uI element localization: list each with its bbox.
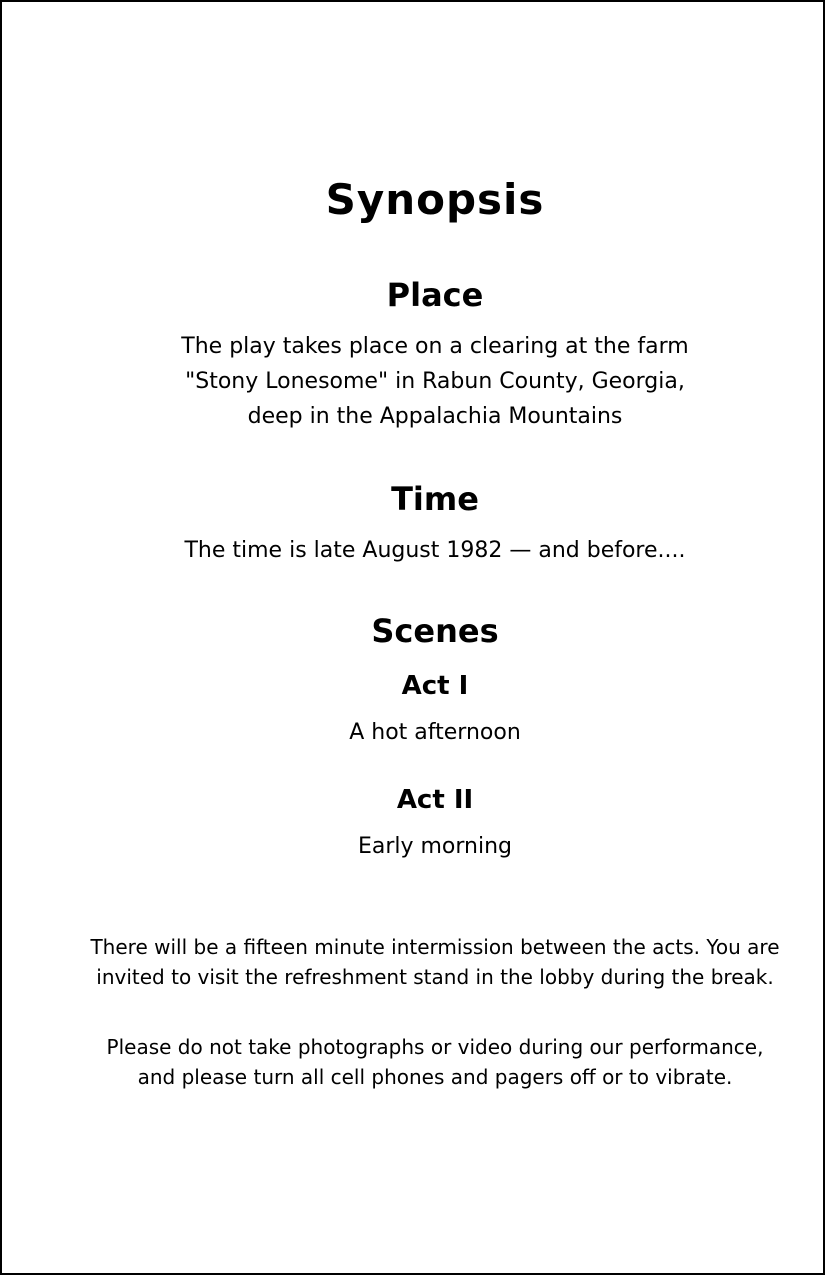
place-text-line: The play takes place on a clearing at the farm — [181, 334, 689, 359]
act-item — [45, 784, 825, 864]
time-text — [45, 533, 825, 568]
act-1-description: A hot afternoon — [349, 720, 521, 745]
act-1-name: Act I — [401, 671, 469, 701]
intermission-note-line: There will be a fifteen minute intermission between the acts. You are — [90, 935, 780, 959]
time-text-line: The time is late August 1982 — and before.... — [184, 538, 686, 563]
place-text — [45, 329, 825, 434]
section-scenes — [45, 612, 825, 864]
place-heading: Place — [386, 276, 484, 314]
page-content — [45, 174, 825, 1092]
page-title: Synopsis — [325, 175, 545, 224]
scenes-heading: Scenes — [371, 612, 499, 650]
place-text-line: deep in the Appalachia Mountains — [247, 404, 623, 429]
section-place — [45, 276, 825, 434]
place-text-line: "Stony Lonesome" in Rabun County, Georgia, — [185, 369, 685, 394]
intermission-note — [45, 932, 825, 992]
courtesy-note-line: and please turn all cell phones and pagers off or to vibrate. — [137, 1065, 733, 1089]
courtesy-note-line: Please do not take photographs or video during our performance, — [106, 1035, 764, 1059]
intermission-note-line: invited to visit the refreshment stand in the lobby during the break. — [96, 965, 774, 989]
act-item — [45, 670, 825, 750]
courtesy-note — [45, 1032, 825, 1092]
section-time — [45, 480, 825, 568]
act-2-name: Act II — [396, 785, 474, 815]
time-heading: Time — [391, 480, 479, 518]
act-2-description: Early morning — [357, 834, 513, 859]
